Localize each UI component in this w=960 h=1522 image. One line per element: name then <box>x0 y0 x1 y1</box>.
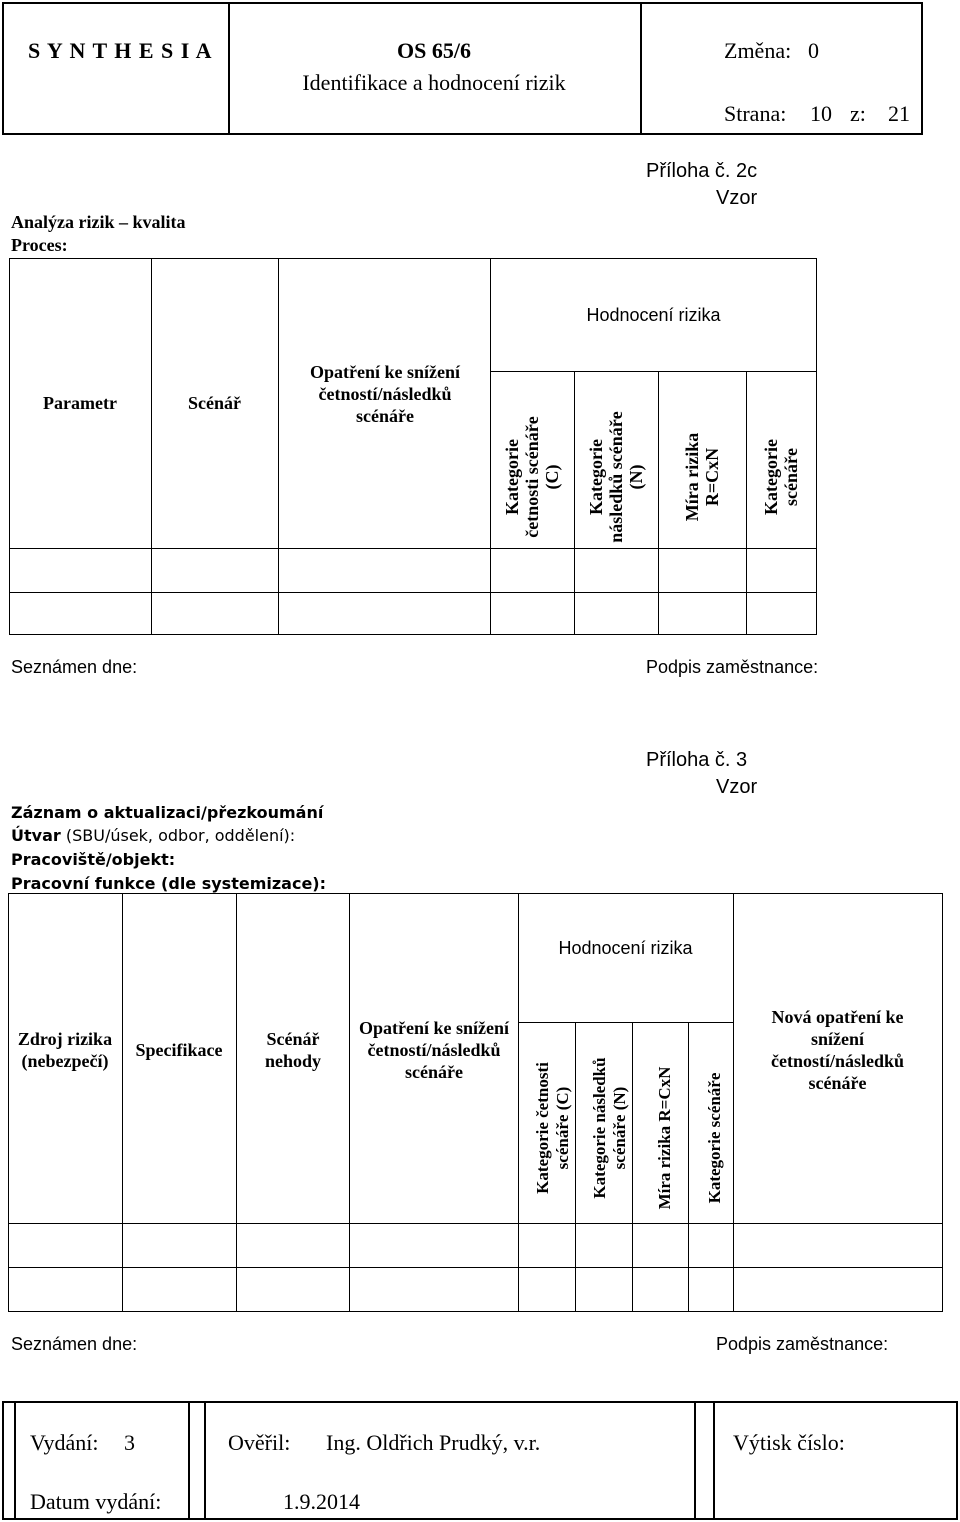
unit-line <box>11 826 295 845</box>
t1-hline-1 <box>490 371 817 372</box>
unit-hint: (SBU/úsek, odbor, oddělení): <box>65 826 296 845</box>
template-label-1: Vzor <box>716 187 758 209</box>
document-title: Identifikace a hodnocení rizik <box>302 70 566 95</box>
t1-header-cons-category: Kategorie následků scénáře (N) <box>586 411 646 543</box>
t2-header-risk-assessment: Hodnocení rizika <box>558 938 693 958</box>
issue-date-label: Datum vydání: <box>30 1489 162 1514</box>
section2-title: Záznam o aktualizaci/přezkoumání <box>11 803 324 822</box>
verified-value: Ing. Oldřich Prudký, v.r. <box>326 1430 541 1455</box>
document-code: OS 65/6 <box>397 38 471 63</box>
unit-label: Útvar <box>11 826 61 845</box>
t1-header-scenar: Scénář <box>188 393 241 413</box>
process-label: Proces: <box>11 235 68 255</box>
copy-number-label: Výtisk číslo: <box>733 1430 845 1455</box>
t1-vline-2 <box>278 258 279 635</box>
verified-label: Ověřil: <box>228 1430 291 1455</box>
footer-divider-4 <box>694 1401 696 1520</box>
t1-vline-4 <box>574 371 575 635</box>
change-label: Změna: <box>724 38 792 63</box>
change-value: 0 <box>808 38 819 63</box>
t2-header-new-measure: Nová opatření ke snížení četností/následků scénáře <box>770 1007 905 1093</box>
t2-hline-1 <box>518 1022 733 1023</box>
t1-header-measure: Opatření ke snížení četností/následků scénáře <box>309 362 460 426</box>
t2-header-cons-category: Kategorie následků scénáře (N) <box>590 1057 629 1199</box>
t2-header-scenario-category: Kategorie scénáře <box>705 1072 724 1204</box>
page-value: 10 <box>810 101 832 126</box>
employee-signature-label-2: Podpis zaměstnance: <box>716 1334 889 1354</box>
t2-hline-2 <box>8 1223 943 1224</box>
t1-header-parametr: Parametr <box>43 393 117 413</box>
issue-date-value: 1.9.2014 <box>283 1489 360 1514</box>
annex-3-label: Příloha č. 3 <box>646 749 748 771</box>
t1-vline-5 <box>658 371 659 635</box>
t2-header-measure: Opatření ke snížení četností/následků scénáře <box>358 1018 509 1082</box>
annex-2c-label: Příloha č. 2c <box>646 160 758 182</box>
t2-vline-3 <box>349 893 350 1312</box>
section1-title: Analýza rizik – kvalita <box>11 212 186 232</box>
t2-header-specification: Specifikace <box>135 1040 223 1060</box>
page-total: 21 <box>888 101 910 126</box>
footer-divider-1 <box>14 1401 16 1520</box>
t2-header-accident-scenario: Scénář nehody <box>264 1029 322 1071</box>
workplace-label: Pracoviště/objekt: <box>11 850 176 869</box>
page-of-label: z: <box>850 101 866 126</box>
employee-signature-label-1: Podpis zaměstnance: <box>646 657 819 677</box>
job-function-label: Pracovní funkce (dle systemizace): <box>11 874 327 893</box>
acknowledged-date-label-2: Seznámen dne: <box>11 1334 138 1354</box>
page-label: Strana: <box>724 101 787 126</box>
t1-header-scenario-category: Kategorie scénáře <box>761 439 801 515</box>
template-label-2: Vzor <box>716 776 758 798</box>
t1-hline-3 <box>9 592 817 593</box>
t2-vline-2 <box>236 893 237 1312</box>
acknowledged-date-label-1: Seznámen dne: <box>11 657 138 677</box>
company-name: S Y N T H E S I A <box>28 38 213 63</box>
footer-divider-2 <box>188 1401 190 1520</box>
header-divider-2 <box>640 2 642 135</box>
t1-hline-2 <box>9 548 817 549</box>
t2-header-freq-category: Kategorie četnosti scénáře (C) <box>533 1062 572 1194</box>
t1-header-freq-category: Kategorie četnosti scénáře (C) <box>502 416 562 538</box>
issue-label: Vydání: <box>30 1430 99 1455</box>
issue-value: 3 <box>124 1430 135 1455</box>
footer-divider-3 <box>204 1401 206 1520</box>
header-divider-1 <box>228 2 230 135</box>
t2-hline-3 <box>8 1267 943 1268</box>
footer-divider-5 <box>713 1401 715 1520</box>
t2-header-risk-measure: Míra rizika R=CxN <box>655 1066 674 1210</box>
t2-header-risk-source: Zdroj rizika (nebezpečí) <box>17 1029 113 1071</box>
t1-header-risk-assessment: Hodnocení rizika <box>586 304 721 325</box>
t1-header-risk-measure: Míra rizika R=CxN <box>682 432 722 522</box>
